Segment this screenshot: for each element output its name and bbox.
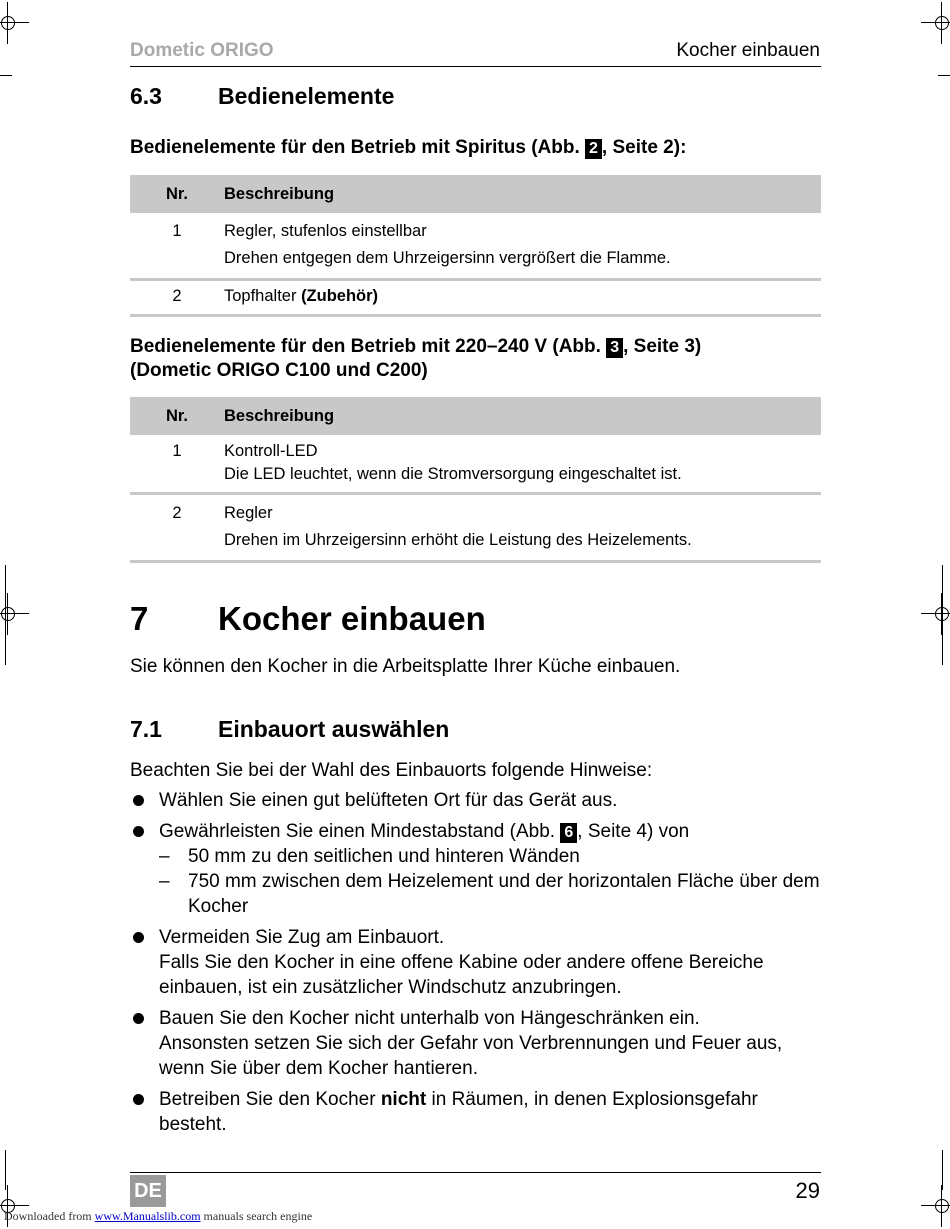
- list-item: [130, 788, 822, 813]
- table-header-row: [130, 175, 821, 213]
- installation-hints-list: [130, 788, 822, 1143]
- controls-table-electric: [130, 397, 821, 563]
- row-description-bold: (Zubehör): [301, 287, 379, 305]
- section-heading-6-3: [130, 83, 394, 110]
- list-item-detail: Ansonsten setzen Sie sich der Gefahr von Verbrennungen und Feuer aus, wenn Sie über dem Kocher hantieren.: [159, 1033, 783, 1079]
- row-description: Kontroll-LED: [224, 442, 318, 460]
- caption-text: Bedienelemente für den Betrieb mit 220–240 V (Abb.: [130, 336, 601, 357]
- manualslib-link[interactable]: www.Manualslib.com: [94, 1209, 201, 1223]
- table-caption-spiritus: [130, 136, 820, 160]
- list-item: [130, 925, 822, 1000]
- row-detail: Die LED leuchtet, wenn die Stromversorgung eingeschaltet ist.: [224, 465, 682, 483]
- section-heading-7-1: [130, 716, 449, 743]
- sub-list-item: [159, 844, 822, 869]
- row-description: Regler, stufenlos einstellbar: [224, 222, 427, 240]
- section-number: 7.1: [130, 716, 162, 742]
- sub-list-item-text: 50 mm zu den seitlichen und hinteren Wänden: [188, 846, 580, 867]
- registration-mark-top-left: [0, 12, 19, 34]
- table-row: [130, 435, 821, 494]
- caption-text: , Seite 2):: [601, 137, 687, 158]
- table-caption-electric: [130, 335, 820, 383]
- footer-divider: [130, 1172, 821, 1173]
- row-number: 2: [172, 287, 182, 305]
- section-number: 6.3: [130, 83, 162, 109]
- column-header-description: Beschreibung: [224, 175, 821, 213]
- controls-table-spiritus: [130, 175, 821, 317]
- caption-text: , Seite 3): [623, 336, 702, 357]
- row-number: 1: [172, 442, 182, 460]
- table-row: [130, 280, 821, 316]
- list-item-emphasis: nicht: [380, 1089, 427, 1110]
- list-item-text: , Seite 4) von: [577, 821, 690, 842]
- column-header-nr: Nr.: [130, 397, 224, 435]
- header-divider: [130, 66, 821, 67]
- language-badge: DE: [130, 1175, 166, 1207]
- figure-number-badge: 6: [560, 823, 577, 843]
- list-item-text: Gewährleisten Sie einen Mindestabstand (Abb.: [159, 821, 556, 842]
- figure-number-badge: 2: [585, 139, 602, 159]
- list-item: [130, 1006, 822, 1081]
- list-item-text: Bauen Sie den Kocher nicht unterhalb von Hängeschränken ein.: [159, 1008, 700, 1029]
- sub-list-item: [159, 869, 822, 919]
- table-row: [130, 494, 821, 562]
- dash-icon: –: [159, 846, 170, 867]
- column-header-nr: Nr.: [130, 175, 224, 213]
- registration-mark-bottom-right: [931, 1195, 950, 1217]
- chapter-heading-7: [130, 600, 486, 638]
- dash-icon: –: [159, 871, 170, 892]
- table-row: [130, 213, 821, 280]
- list-item-text: Wählen Sie einen gut belüfteten Ort für das Gerät aus.: [159, 790, 618, 811]
- figure-number-badge: 3: [606, 338, 623, 358]
- brand-name: Dometic ORIGO: [130, 40, 274, 61]
- list-item-text: Vermeiden Sie Zug am Einbauort.: [159, 927, 445, 948]
- row-detail: Drehen entgegen dem Uhrzeigersinn vergrößert die Flamme.: [224, 249, 671, 267]
- bullet-icon: [133, 1013, 144, 1024]
- crop-mark: [0, 75, 12, 76]
- chapter-number: 7: [130, 600, 149, 637]
- row-number: 2: [172, 504, 182, 522]
- section-title: Einbauort auswählen: [218, 716, 450, 742]
- registration-mark-mid-left: [0, 603, 19, 625]
- list-item: [130, 819, 822, 919]
- sub-list-item-text: 750 mm zwischen dem Heizelement und der horizontalen Fläche über dem Kocher: [188, 871, 820, 917]
- bullet-icon: [133, 826, 144, 837]
- registration-mark-top-right: [931, 12, 950, 34]
- chapter-intro: Sie können den Kocher in die Arbeitsplatte Ihrer Küche einbauen.: [130, 656, 681, 677]
- page-number: 29: [795, 1178, 820, 1203]
- download-notice: [4, 1209, 312, 1224]
- row-detail: Drehen im Uhrzeigersinn erhöht die Leistung des Heizelements.: [224, 531, 692, 549]
- table-header-row: [130, 397, 821, 435]
- section-intro: Beachten Sie bei der Wahl des Einbauorts folgende Hinweise:: [130, 760, 653, 781]
- list-item-detail: Falls Sie den Kocher in eine offene Kabine oder andere offene Bereiche einbauen, ist ein zusätzlicher Windschutz anzubringen.: [159, 952, 764, 998]
- bullet-icon: [133, 1094, 144, 1105]
- download-prefix: Downloaded from: [4, 1209, 92, 1223]
- section-title: Bedienelemente: [218, 83, 395, 109]
- row-description: Regler: [224, 504, 273, 522]
- sub-list: [159, 844, 822, 919]
- list-item: [130, 1087, 822, 1137]
- caption-models: (Dometic ORIGO C100 und C200): [130, 360, 428, 381]
- download-suffix: manuals search engine: [203, 1209, 313, 1223]
- chapter-title: Kocher einbauen: [218, 600, 486, 637]
- crop-mark: [5, 565, 6, 665]
- bullet-icon: [133, 932, 144, 943]
- bullet-icon: [133, 795, 144, 806]
- caption-text: Bedienelemente für den Betrieb mit Spiritus (Abb.: [130, 137, 580, 158]
- running-header-section: Kocher einbauen: [676, 40, 820, 61]
- row-number: 1: [172, 222, 182, 240]
- registration-mark-mid-right: [931, 603, 950, 625]
- list-item-text: in Räumen, in denen Explosionsgefahr besteht.: [159, 1089, 758, 1135]
- column-header-description: Beschreibung: [224, 397, 821, 435]
- list-item-text: Betreiben Sie den Kocher: [159, 1089, 376, 1110]
- crop-mark: [942, 565, 943, 665]
- row-description: Topfhalter: [224, 287, 297, 305]
- crop-mark: [938, 75, 950, 76]
- crop-mark: [5, 1150, 6, 1190]
- crop-mark: [942, 1150, 943, 1190]
